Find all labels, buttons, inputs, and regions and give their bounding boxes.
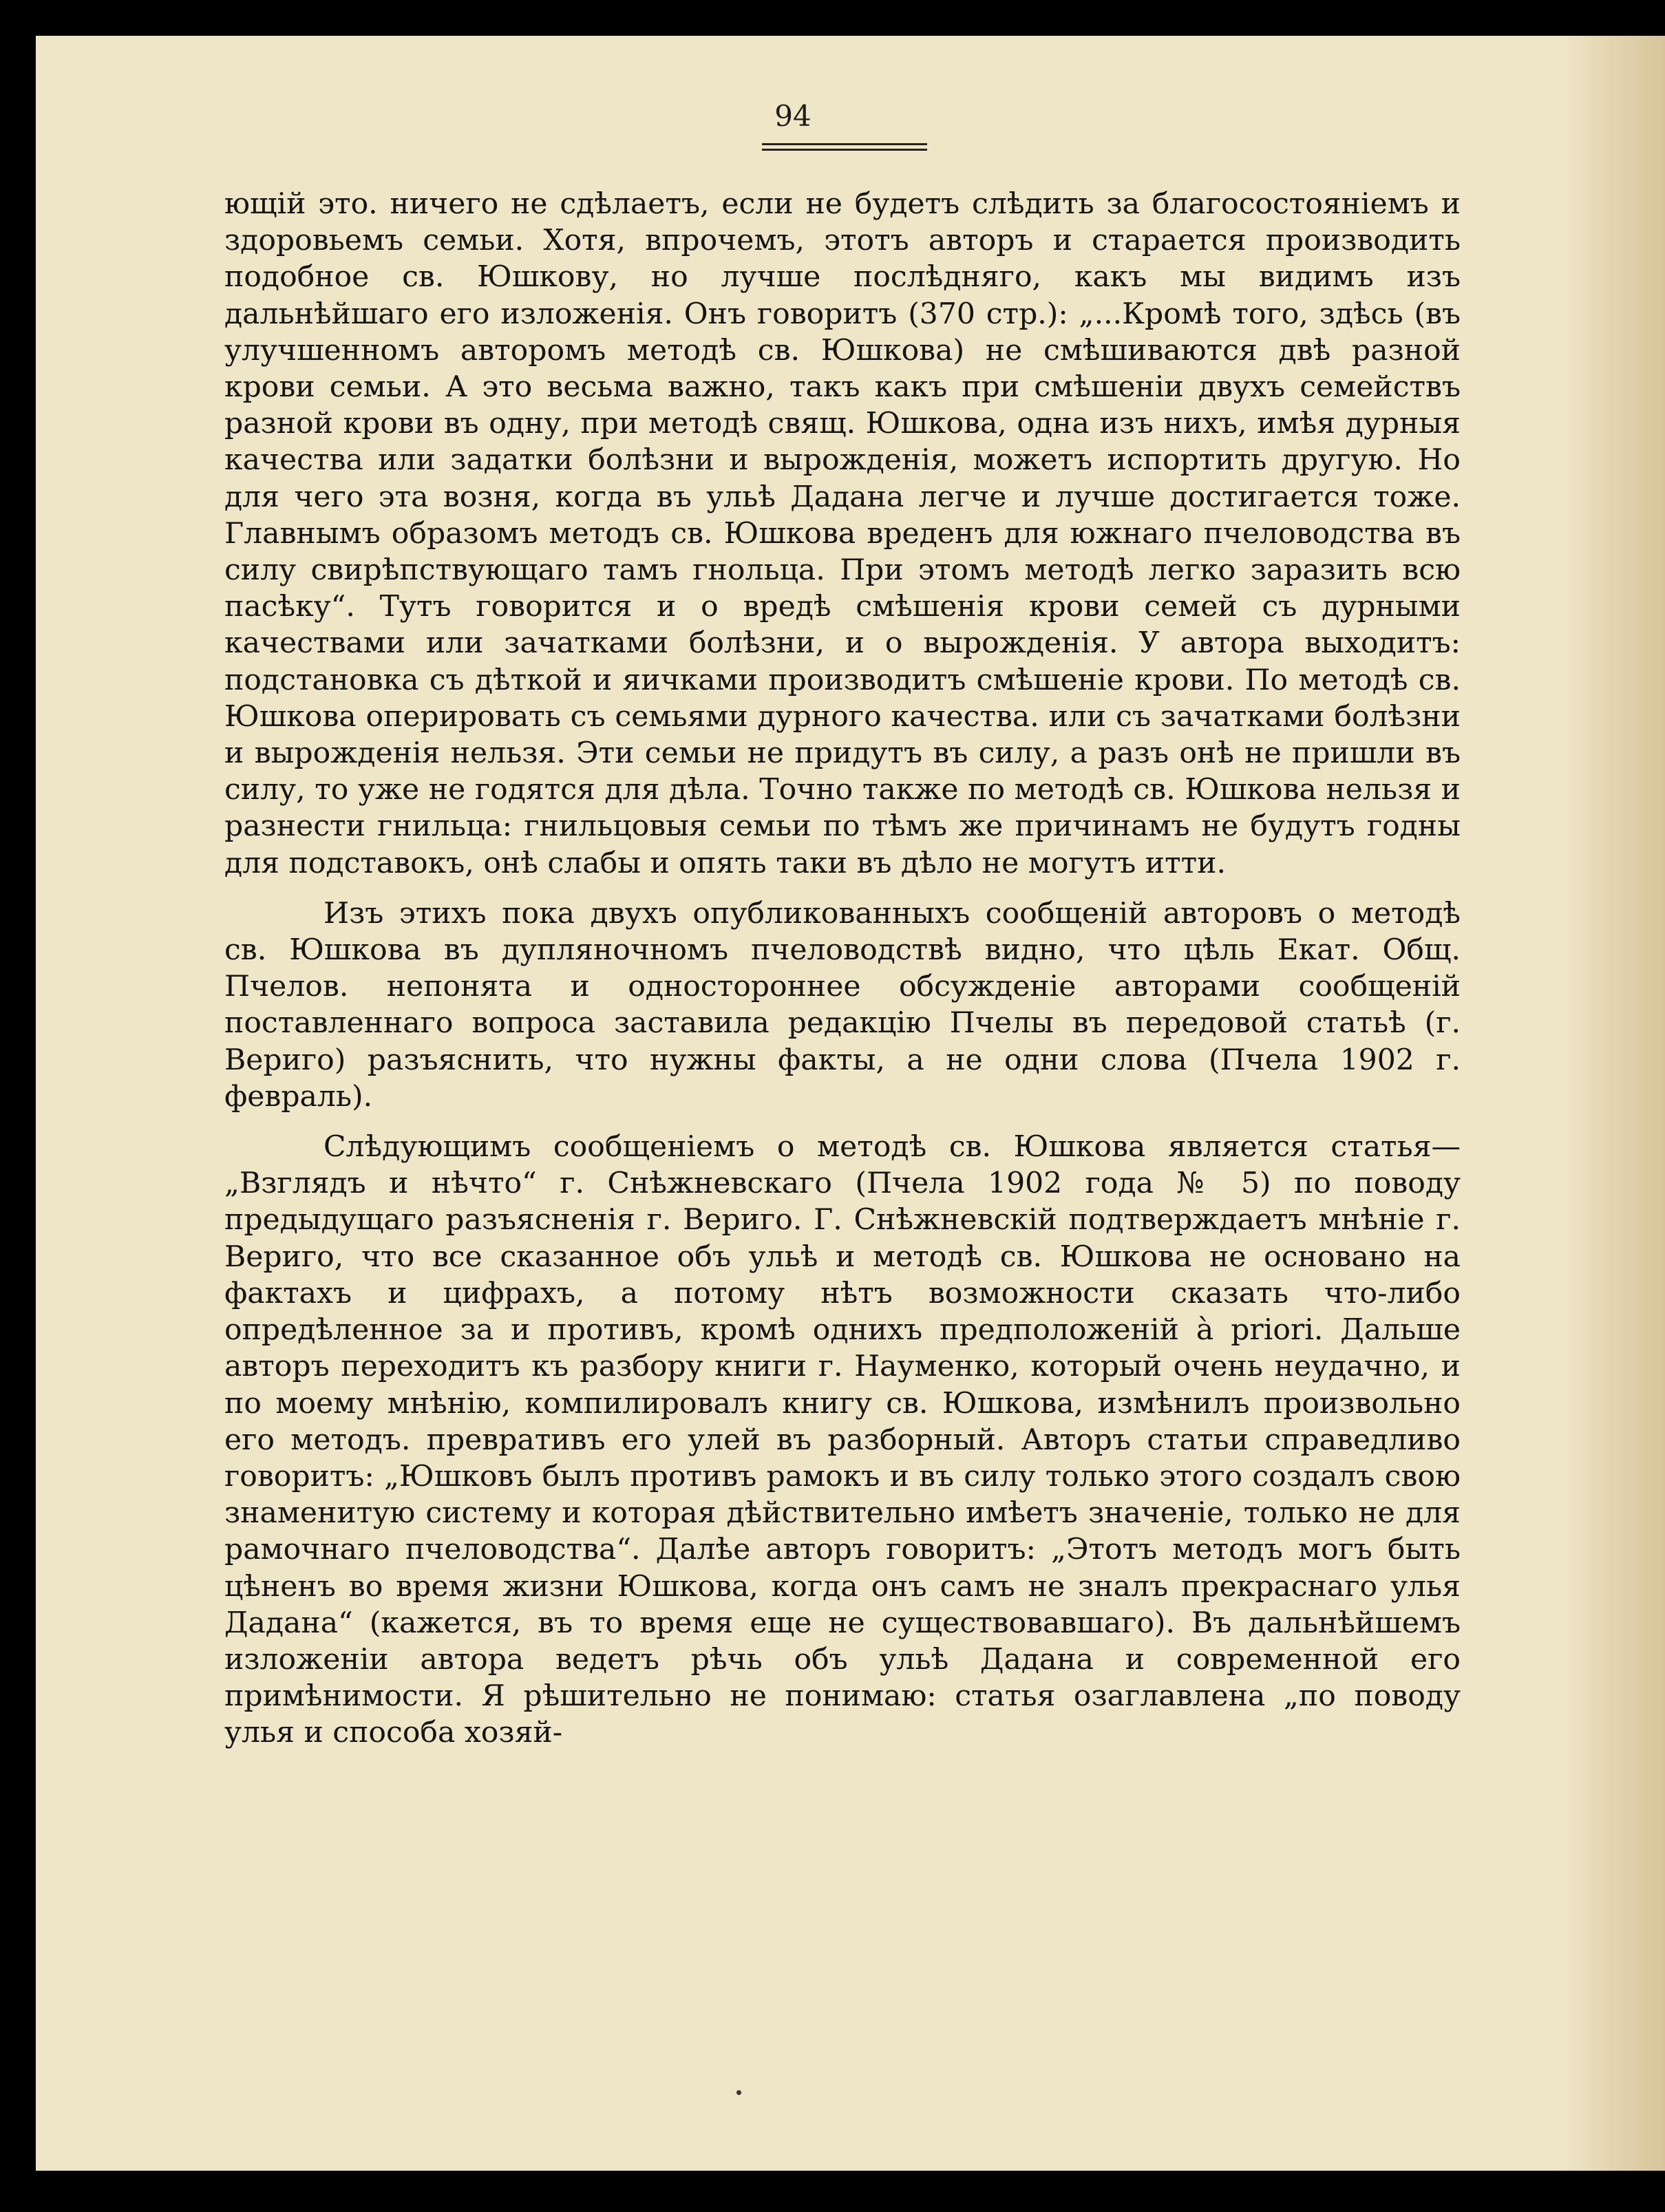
book-page [36, 36, 1665, 2171]
body-text [224, 186, 1461, 1752]
page-edge-shadow [1562, 36, 1665, 2171]
page-number: 94 [774, 99, 812, 133]
paragraph-3: Слѣдующимъ сообщеніемъ о методѣ св. Юшкова является статья—„Взглядъ и нѣчто“ г. Снѣжневскаго (Пчела 1902 года № 5) по поводу предыдущаго разъясненія г. Вериго. Г. Снѣжневскій подтверждаетъ мнѣніе г. Вериго, что все сказанное объ ульѣ и методѣ св. Юшкова не основано на фактахъ и цифрахъ, а потому нѣтъ возможности сказать что-либо опредѣленное за и противъ, кромѣ однихъ предположеній à priori. Дальше авторъ переходитъ къ разбору книги г. Науменко, который очень неудачно, и по моему мнѣнію, компилировалъ книгу св. Юшкова, измѣнилъ произвольно его методъ. превративъ его улей въ разборный. Авторъ статьи справедливо говоритъ: „Юшковъ былъ противъ рамокъ и въ силу только этого создалъ свою знаменитую систему и которая дѣйствительно имѣетъ значеніе, только не для рамочнаго пчеловодства“. Далѣе авторъ говоритъ: „Этотъ методъ могъ быть цѣненъ во время жизни Юшкова, когда онъ самъ не зналъ прекраснаго улья Дадана“ (кажется, въ то время еще не существовавшаго). Въ дальнѣйшемъ изложеніи автора ведетъ рѣчь объ ульѣ Дадана и современной его примѣнимости. Я рѣшительно не понимаю: статья озаглавлена „по поводу улья и способа хозяй- [224, 1130, 1461, 1750]
paragraph-1: ющій это. ничего не сдѣлаетъ, если не будетъ слѣдить за благосостояніемъ и здоровьемъ семьи. Хотя, впрочемъ, этотъ авторъ и старается производить подобное св. Юшкову, но лучше послѣдняго, какъ мы видимъ изъ дальнѣйшаго его изложенія. Онъ говоритъ (370 стр.): „...Кромѣ того, здѣсь (въ улучшенномъ авторомъ методѣ св. Юшкова) не смѣшиваются двѣ разной крови семьи. А это весьма важно, такъ какъ при смѣшеніи двухъ семействъ разной крови въ одну, при методѣ свящ. Юшкова, одна изъ нихъ, имѣя дурныя качества или задатки болѣзни и вырожденія, можетъ испортить другую. Но для чего эта возня, когда въ ульѣ Дадана легче и лучше достигается тоже. Главнымъ образомъ методъ св. Юшкова вреденъ для южнаго пчеловодства въ силу свирѣпствующаго тамъ гнольца. При этомъ методѣ легко заразить всю пасѣку“. Тутъ говорится и о вредѣ смѣшенія крови семей съ дурными качествами или зачатками болѣзни, и о вырожденія. У автора выходитъ: подстановка съ дѣткой и яичками производитъ смѣшеніе крови. По методѣ св. Юшкова оперировать съ семьями дурного качества. или съ зачатками болѣзни и вырожденія нельзя. Эти семьи не придутъ въ силу, а разъ онѣ не пришли въ силу, то уже не годятся для дѣла. Точно также по методѣ св. Юшкова нельзя и разнести гнильца: гнильцовыя семьи по тѣмъ же причинамъ не будутъ годны для подставокъ, онѣ слабы и опять таки въ дѣло не могутъ итти. [224, 187, 1461, 880]
header-rule-bottom [762, 149, 927, 151]
ink-speck [736, 2090, 741, 2095]
header-rule-top [762, 143, 927, 145]
paragraph-2: Изъ этихъ пока двухъ опубликованныхъ сообщеній авторовъ о методѣ св. Юшкова въ дупляночномъ пчеловодствѣ видно, что цѣль Екат. Общ. Пчелов. непонята и одностороннее обсужденіе авторами сообщеній поставленнаго вопроса заставила редакцію Пчелы въ передовой статьѣ (г. Вериго) разъяснить, что нужны факты, а не одни слова (Пчела 1902 г. февраль). [224, 896, 1461, 1114]
